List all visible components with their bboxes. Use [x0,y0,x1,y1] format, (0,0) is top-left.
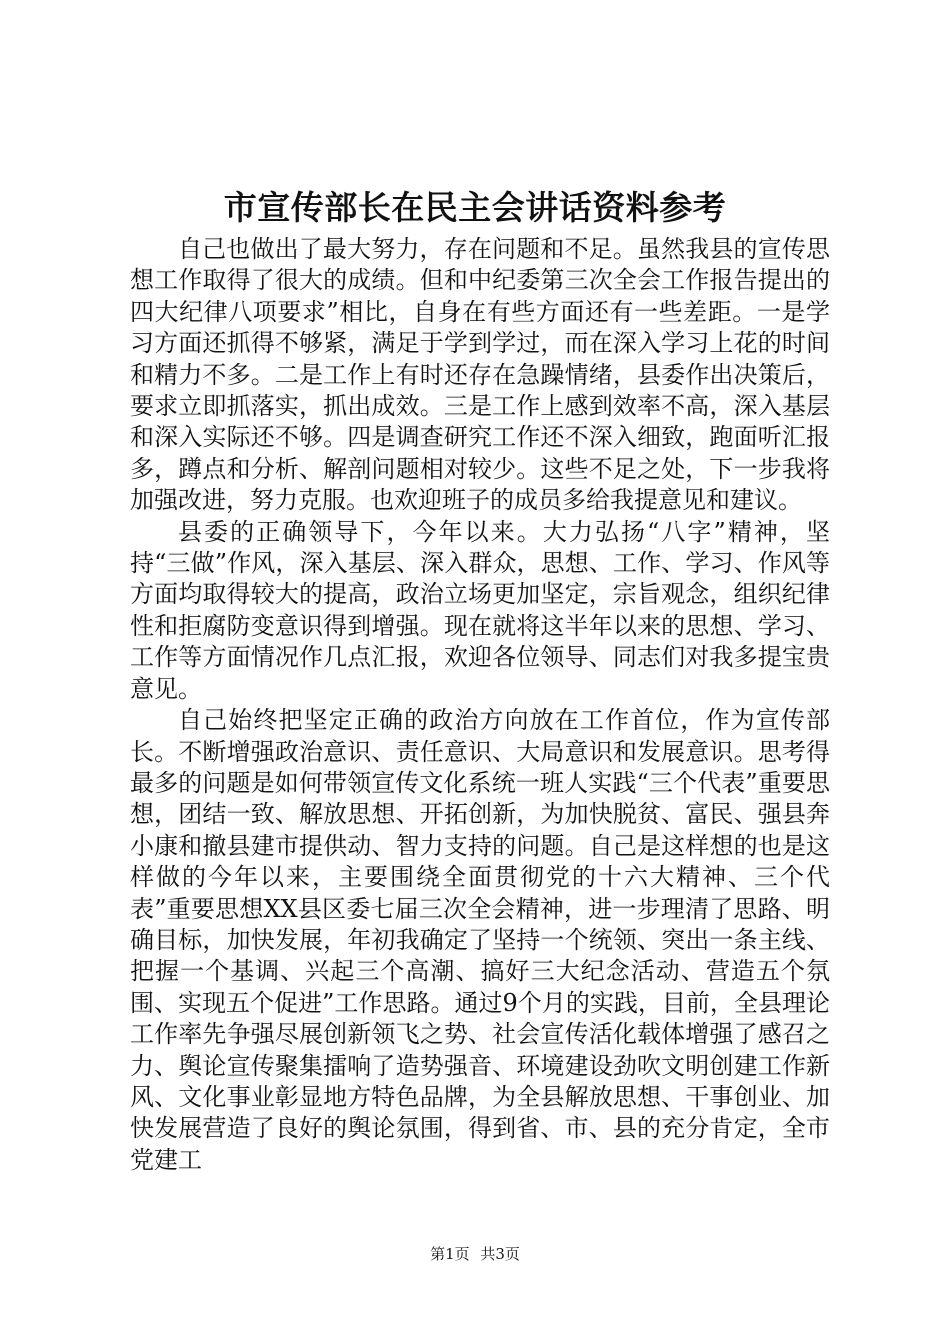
paragraph-3: 自己始终把坚定正确的政治方向放在工作首位，作为宣传部长。不断增强政治意识、责任意识、大局意识和发展意识。思考得最多的问题是如何带领宣传文化系统一班人实践“三个代表”重要思想，团结一致、解放思想、开拓创新，为加快脱贫、富民、强县奔小康和撤县建市提供动、智力支持的问题。自己是这样想的也是这样做的今年以来，主要围绕全面贯彻党的十六大精神、三个代表”重要思想XX县区委七届三次全会精神，进一步理清了思路、明确目标，加快发展，年初我确定了坚持一个统领、突出一条主线、把握一个基调、兴起三个高潮、搞好三大纪念活动、营造五个氛围、实现五个促进”工作思路。通过9个月的实践，目前，全县理论工作率先争强尽展创新领飞之势、社会宣传活化载体增强了感召之力、舆论宣传聚集擂响了造势强音、环境建设劲吹文明创建工作新风、文化事业彰显地方特色品牌，为全县解放思想、干事创业、加快发展营造了良好的舆论氛围，得到省、市、县的充分肯定，全市党建工 [130,706,830,1174]
page-number: 第1页 [430,1245,470,1263]
document-title: 市宣传部长在民主会讲话资料参考 [223,188,727,227]
paragraph-1: 自己也做出了最大努力，存在问题和不足。虽然我县的宣传思想工作取得了很大的成绩。但和中纪委第三次全会工作报告提出的四大纪律八项要求”相比，自身在有些方面还有一些差距。一是学习方面还抓得不够紧，满足于学到学过，而在深入学习上花的时间和精力不多。二是工作上有时还存在急躁情绪，县委作出决策后，要求立即抓落实，抓出成效。三是工作上感到效率不高，深入基层和深入实际还不够。四是调查研究工作还不深入细致，跑面听汇报多，蹲点和分析、解剖问题相对较少。这些不足之处，下一步我将加强改进，努力克服。也欢迎班子的成员多给我提意见和建议。 [130,235,830,515]
document-body [130,234,830,1176]
paragraph-2: 县委的正确领导下，今年以来。大力弘扬“八字”精神，坚持“三做”作风，深入基层、深入群众，思想、工作、学习、作风等方面均取得较大的提高，政治立场更加坚定，宗旨观念，组织纪律性和拒腐防变意识得到增强。现在就将这半年以来的思想、学习、工作等方面情况作几点汇报，欢迎各位领导、同志们对我多提宝贵意见。 [130,517,830,703]
page-footer [0,1244,950,1264]
page-total: 共3页 [480,1245,520,1263]
